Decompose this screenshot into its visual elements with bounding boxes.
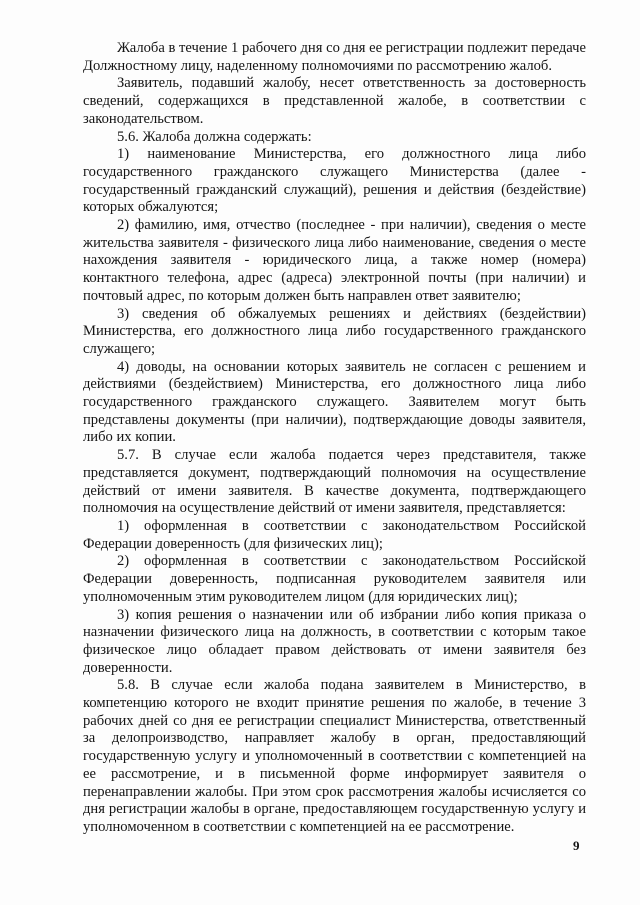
paragraph-5-6-item-3: 3) сведения об обжалуемых решениях и действиях (бездействии) Министерства, его должностного лица либо государственного гражданского служащего; (83, 305, 586, 357)
document-body (83, 40, 586, 837)
paragraph-5-7: 5.7. В случае если жалоба подается через представителя, также представляется документ, подтверждающий полномочия на осуществление действий от имени заявителя. В качестве документа, подтверждающего полномочия на осуществление действий от имени заявителя, представляется: (83, 447, 586, 517)
paragraph-5-6-item-2: 2) фамилию, имя, отчество (последнее - при наличии), сведения о месте жительства заявителя - физического лица либо наименование, сведения о месте нахождения заявителя - юридического лица, а также номер (номера) контактного телефона, адрес (адреса) электронной почты (при наличии) и почтовый адрес, по которым должен быть направлен ответ заявителю; (83, 217, 586, 304)
paragraph-applicant-responsibility: Заявитель, подавший жалобу, несет ответственность за достоверность сведений, содержащихся в представленной жалобе, в соответствии с законодательством. (83, 75, 586, 127)
paragraph-complaint-transfer: Жалоба в течение 1 рабочего дня со дня ее регистрации подлежит передаче Должностному лицу, наделенному полномочиями по рассмотрению жалоб. (83, 40, 586, 74)
paragraph-5-7-item-2: 2) оформленная в соответствии с законодательством Российской Федерации доверенность, подписанная руководителем заявителя или уполномоченным этим руководителем лицом (для юридических лиц); (83, 553, 586, 605)
paragraph-5-6-heading: 5.6. Жалоба должна содержать: (117, 128, 312, 145)
page-number: 9 (573, 838, 580, 853)
paragraph-5-8: 5.8. В случае если жалоба подана заявителем в Министерство, в компетенцию которого не входит принятие решения по жалобе, в течение 3 рабочих дней со дня ее регистрации специалист Министерства, ответственный за делопроизводство, направляет жалобу в орган, предоставляющий государственную услугу и уполномоченный в соответствии с компетенцией на ее рассмотрение, и в письменной форме информирует заявителя о перенаправлении жалобы. При этом срок рассмотрения жалобы исчисляется со дня регистрации жалобы в органе, предоставляющем государственную услугу и уполномоченном в соответствии с компетенцией на ее рассмотрение. (83, 677, 586, 835)
paragraph-5-7-item-1: 1) оформленная в соответствии с законодательством Российской Федерации доверенность (для физических лиц); (83, 517, 586, 552)
paragraph-5-6-item-4: 4) доводы, на основании которых заявитель не согласен с решением и действиями (бездействием) Министерства, его должностного лица либо государственного гражданского служащего. Заявителем могут быть представлены документы (при наличии), подтверждающие доводы заявителя, либо их копии. (83, 358, 586, 446)
paragraph-5-7-item-3: 3) копия решения о назначении или об избрании либо копия приказа о назначении физического лица на должность, в соответствии с которым такое физическое лицо обладает правом действовать от имени заявителя без доверенности. (83, 606, 586, 676)
paragraph-5-6-item-1: 1) наименование Министерства, его должностного лица либо государственного гражданского служащего Министерства (далее - государственный гражданский служащий), решения и действия (бездействие) которых обжалуются; (83, 146, 586, 216)
